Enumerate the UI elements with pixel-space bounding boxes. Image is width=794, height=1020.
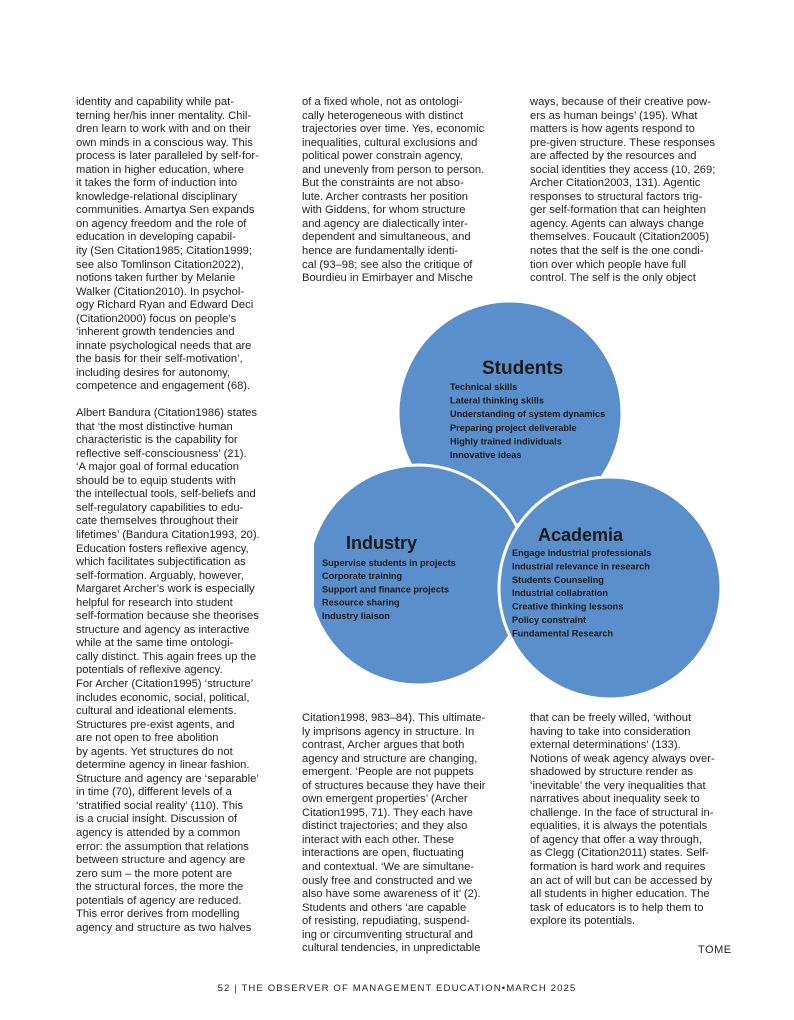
academia-title: Academia <box>538 525 624 545</box>
text-column-1 <box>76 96 288 935</box>
text-column-2-bottom <box>302 712 516 956</box>
students-item: Technical skills <box>450 382 518 392</box>
industry-item: Support and finance projects <box>322 584 450 595</box>
page-footer: 52 | THE OBSERVER OF MANAGEMENT EDUCATION•MARCH 2025 <box>217 983 577 994</box>
industry-item: Industry liaison <box>322 610 390 621</box>
academia-item: Engage industrial professionals <box>512 548 652 558</box>
students-item: Preparing project deliverable <box>450 422 577 433</box>
text-column-3-top <box>530 96 744 286</box>
signature: TOME <box>698 944 732 956</box>
paragraph: Citation1998, 983–84). This ultimate- ly imprisons agency in structure. In contrast, Archer argues that both agency and structure are changing, emergent. ‘People are not puppets of structures because they have their own emergent properties’ (Archer Citation1995, 71). They each have distinct trajectories; and they also interact with each other. These interactions are open, fluctuating and contextual. ‘We are simultane- ously free and constructed and we also have some awareness of it’ (2). Students and others ‘are capable of resisting, repudiating, suspend- ing or circumventing structural and cultural tendencies, in unpredictable <box>302 712 486 955</box>
students-item: Innovative ideas <box>450 450 522 460</box>
industry-title: Industry <box>346 533 418 553</box>
academia-item: Fundamental Research <box>512 628 614 639</box>
paragraph: Albert Bandura (Citation1986) states that ‘the most distinctive human characteristic is the capability for reflective self-consciousness’ (21). ‘A major goal of formal education should be to equip students with the intellectual tools, self-beliefs and self-regulatory capabilities to edu- cate themselves throughout their lifetimes’ (Bandura Citation1993, 20). Education fosters reflexive agency, which facilitates subjectification as self-formation. Arguably, however, Margaret Archer’s work is especially helpful for research into student self-formation because she theorises structure and agency as interactive while at the same time ontologi- cally distinct. This again frees up the potentials of reflexive agency. For Archer (Citation1995) ‘structure’ includes economic, social, political, cultural and ideational elements. Structures pre-exist agents, and are not open to free abolition by agents. Yet structures do not determine agency in linear fashion. Structure and agency are ‘separable’ in time (70), different levels of a ‘stratified social reality’ (110). This is a crucial insight. Discussion of agency is attended by a common error: the assumption that relations between structure and agency are zero sum – the more potent are the structural forces, the more the potentials of agency are reduced. This error derives from modelling agency and structure as two halves <box>76 407 260 934</box>
industry-item: Supervise students in projects <box>322 558 456 568</box>
students-title: Students <box>482 358 564 379</box>
academia-item: Students Counseling <box>512 574 604 585</box>
students-item: Understanding of system dynamics <box>450 409 606 420</box>
academia-item: Policy constraint <box>512 615 587 625</box>
paragraph: identity and capability while pat- terning her/his inner mentality. Chil- dren learn to work with and on their own minds in a conscious way. This process is later paralleled by self-for- mation in higher education, where it takes the form of induction into knowledge-relational disciplinary communities. Amartya Sen expands on agency freedom and the role of education in developing capabil- ity (Sen Citation1985; Citation1999; see also Tomlinson Citation2022), notions taken further by Melanie Walker (Citation2010). In psychol- ogy Richard Ryan and Edward Deci (Citation2000) focus on people’s ‘inherent growth tendencies and innate psychological needs that are the basis for their self-motivation’, including desires for autonomy, competence and engagement (68). <box>76 96 259 393</box>
text-column-2-top <box>302 96 516 286</box>
industry-item: Corporate training <box>322 571 403 582</box>
paragraph: of a fixed whole, not as ontologi- cally heterogeneous with distinct trajectories over time. Yes, economic inequalities, cultural exclusions and political power constrain agency, and unevenly from person to person. But the constraints are not abso- lute. Archer contrasts her position with Giddens, for whom structure and agency are dialectically inter- dependent and simultaneous, and hence are fundamentally identi- cal (93–98; see also the critique of Bourdieu in Emirbayer and Mische <box>302 96 485 285</box>
industry-item: Resource sharing <box>322 597 400 608</box>
paragraph: ways, because of their creative pow- ers as human beings’ (195). What matters is how agents respond to pre-given structure. These responses are affected by the resources and social identities they access (10, 269; Archer Citation2003, 131). Agentic responses to structural factors trig- ger self-formation that can heighten agency. Agents can always change themselves. Foucault (Citation2005) notes that the self is the one condi- tion over which people have full control. The self is the only object <box>530 96 716 285</box>
venn-diagram <box>314 300 768 702</box>
students-item: Highly trained individuals <box>450 436 562 447</box>
students-item: Lateral thinking skills <box>450 395 544 406</box>
academia-item: Creative thinking lessons <box>512 601 624 612</box>
text-column-3-bottom <box>530 712 744 929</box>
paragraph: that can be freely willed, ‘without having to take into consideration external determinations’ (133). Notions of weak agency always over- shadowed by structure render as ‘inevitable’ the very inequalities that narratives about inequality seek to challenge. In the face of structural in- equalities, it is always the potentials of agency that offer a way through, as Clegg (Citation2011) states. Self- formation is hard work and requires an act of will but can be accessed by all students in higher education. The task of educators is to help them to explore its potentials. <box>530 712 715 928</box>
academia-item: Industrial relevance in research <box>512 561 650 572</box>
academia-item: Industrial collabration <box>512 588 608 599</box>
